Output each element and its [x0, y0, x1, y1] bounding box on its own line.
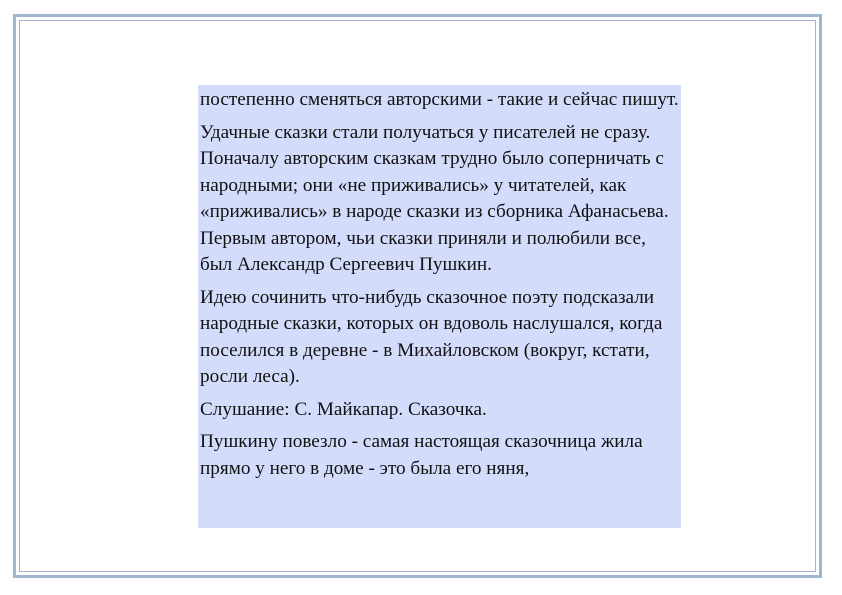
paragraph: постепенно сменяться авторскими - такие и сейчас пишут.: [200, 89, 679, 110]
text-block: [198, 85, 681, 528]
paragraph: Удачные сказки стали получаться у писателей не сразу. Поначалу авторским сказкам трудно было соперничать с народными; они «не приживались» у читателей, как «приживались» в народе сказки из сборника Афанасьева. Первым автором, чьи сказки приняли и полюбили все, был Александр Сергеевич Пушкин.: [200, 121, 669, 275]
paragraph: Слушание: С. Майкапар. Сказочка.: [200, 398, 487, 420]
paragraph: Пушкину повезло - самая настоящая сказочница жила прямо у него в доме - это была его няня,: [200, 431, 643, 479]
paragraph: Идею сочинить что-нибудь сказочное поэту подсказали народные сказки, которых он вдоволь наслушался, когда поселился в деревне - в Михайловском (вокруг, кстати, росли леса).: [200, 286, 663, 387]
